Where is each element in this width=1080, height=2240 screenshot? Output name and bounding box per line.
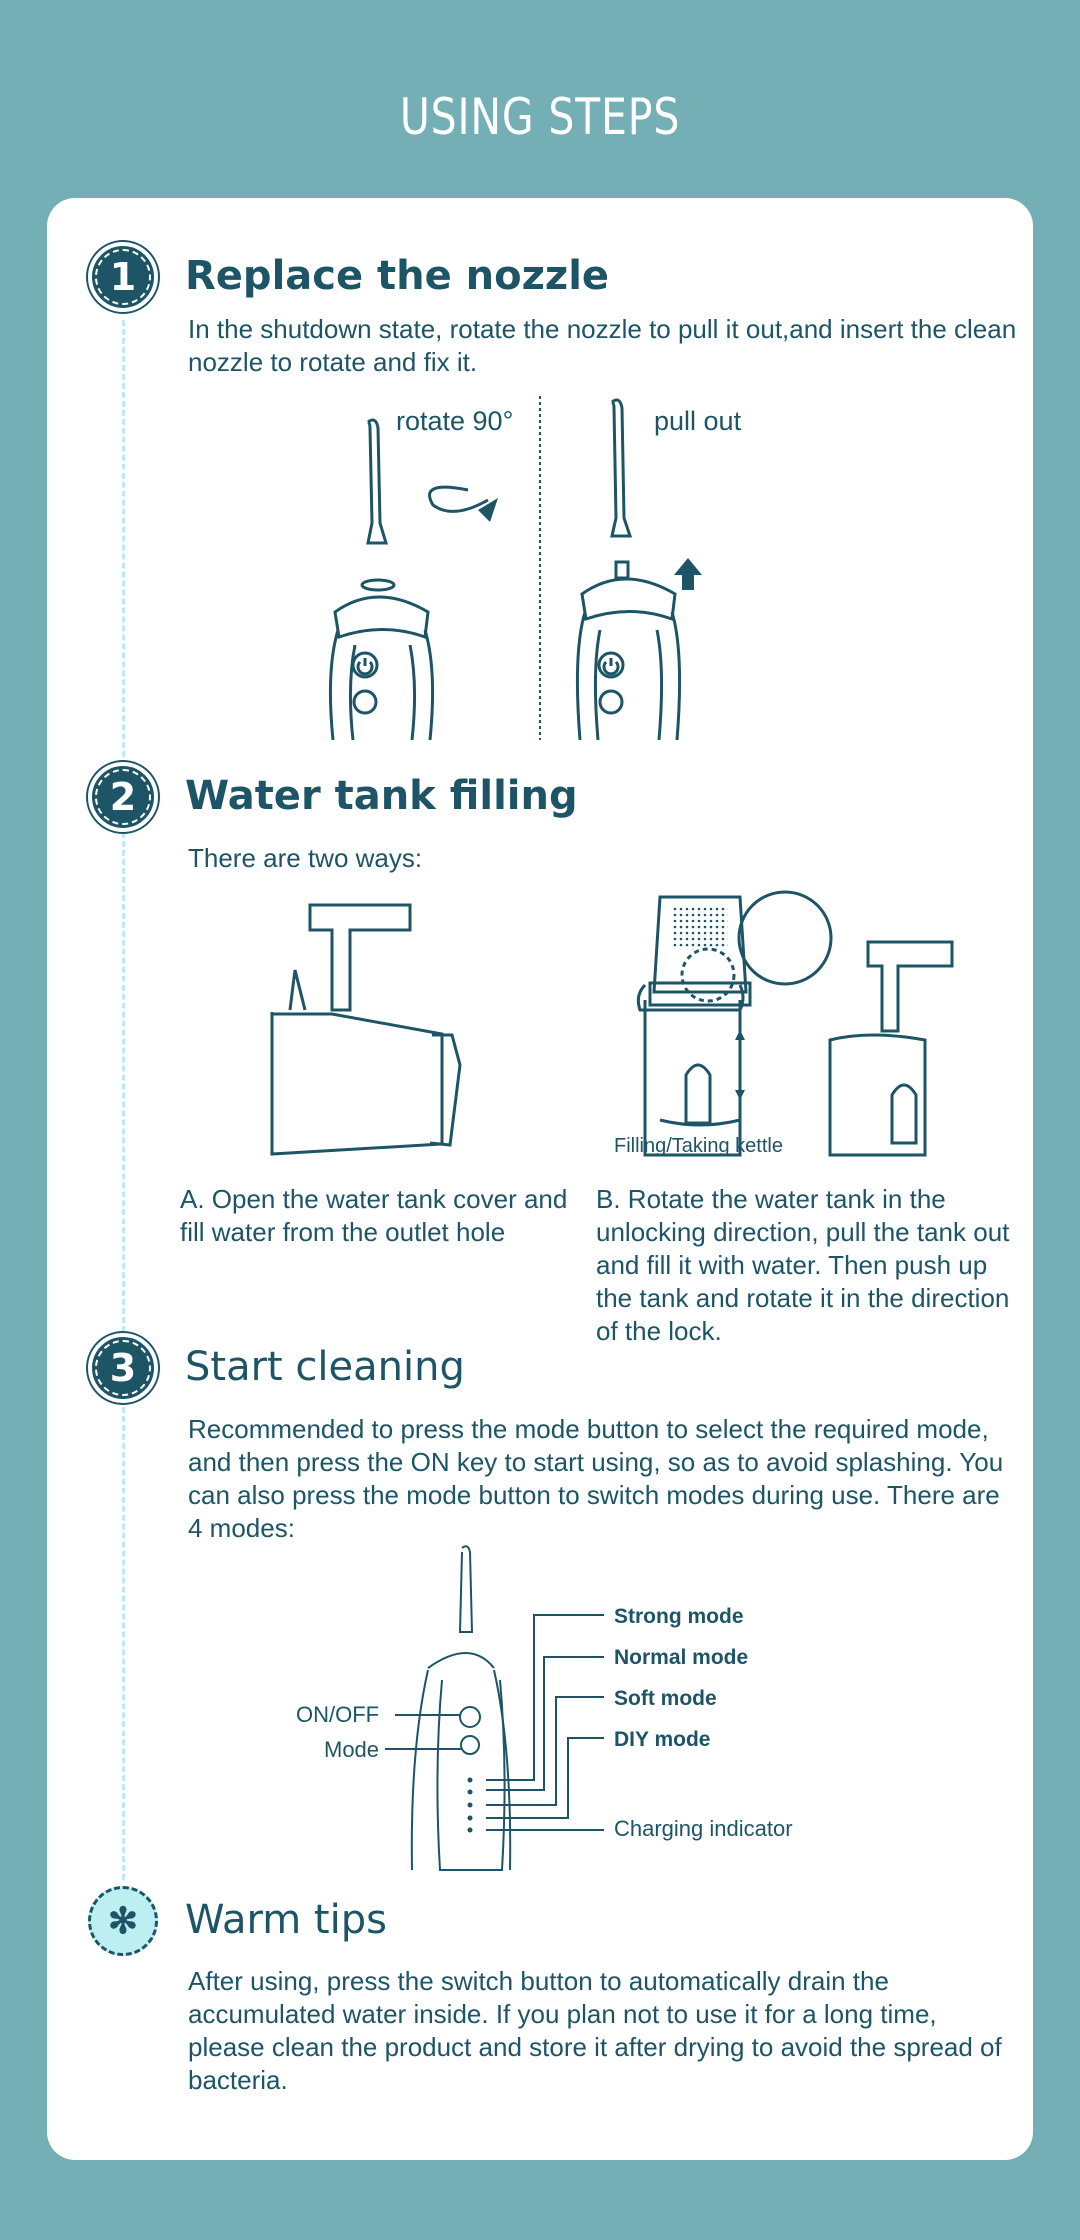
normal-mode-label: Normal mode: [614, 1646, 749, 1669]
step-3-text: Recommended to press the mode button to select the required mode, and then press the ON key to start using, so as to avoid splashing. You can also press the mode button to switch modes during use. There are 4 modes:: [188, 1414, 1004, 1543]
filling-kettle-label: Filling/Taking kettle: [614, 1135, 783, 1157]
step-2-badge: [88, 762, 158, 832]
asterisk-icon: ✻: [107, 1900, 139, 1941]
step-3-number: 3: [109, 1346, 137, 1390]
diy-mode-label: DIY mode: [614, 1728, 711, 1751]
page-title: USING STEPS: [399, 88, 681, 146]
strong-mode-label: Strong mode: [614, 1605, 744, 1628]
option-b-text: B. Rotate the water tank in the unlocking direction, pull the tank out and fill it with water. Then push up the tank and rotate it in the direction of the lock.: [596, 1184, 1010, 1346]
charging-indicator-label: Charging indicator: [614, 1816, 793, 1841]
pull-out-label: pull out: [654, 406, 742, 436]
onoff-label: ON/OFF: [296, 1702, 380, 1727]
step-1-badge: [88, 242, 158, 312]
tips-heading: Warm tips: [185, 1897, 387, 1943]
tips-text: After using, press the switch button to automatically drain the accumulated water inside. If you plan not to use it for a long time, please clean the product and store it after drying to avoid the spread of bacteria.: [188, 1966, 1002, 2095]
step-1-number: 1: [109, 255, 137, 299]
step-1-heading: Replace the nozzle: [185, 253, 610, 299]
rotate-label: rotate 90°: [396, 406, 514, 436]
step-2-number: 2: [109, 775, 137, 819]
step-2-text: There are two ways:: [188, 843, 423, 873]
step-2-heading: Water tank filling: [185, 773, 578, 819]
mode-label: Mode: [324, 1737, 380, 1762]
option-a-text: A. Open the water tank cover and fill water from the outlet hole: [180, 1184, 568, 1247]
step-3-badge: [88, 1333, 158, 1403]
soft-mode-label: Soft mode: [614, 1687, 717, 1710]
tips-badge: [88, 1886, 158, 1956]
step-1-text: In the shutdown state, rotate the nozzle to pull it out,and insert the clean nozzle to rotate and fix it.: [188, 314, 1017, 377]
step-3-heading: Start cleaning: [185, 1344, 465, 1390]
